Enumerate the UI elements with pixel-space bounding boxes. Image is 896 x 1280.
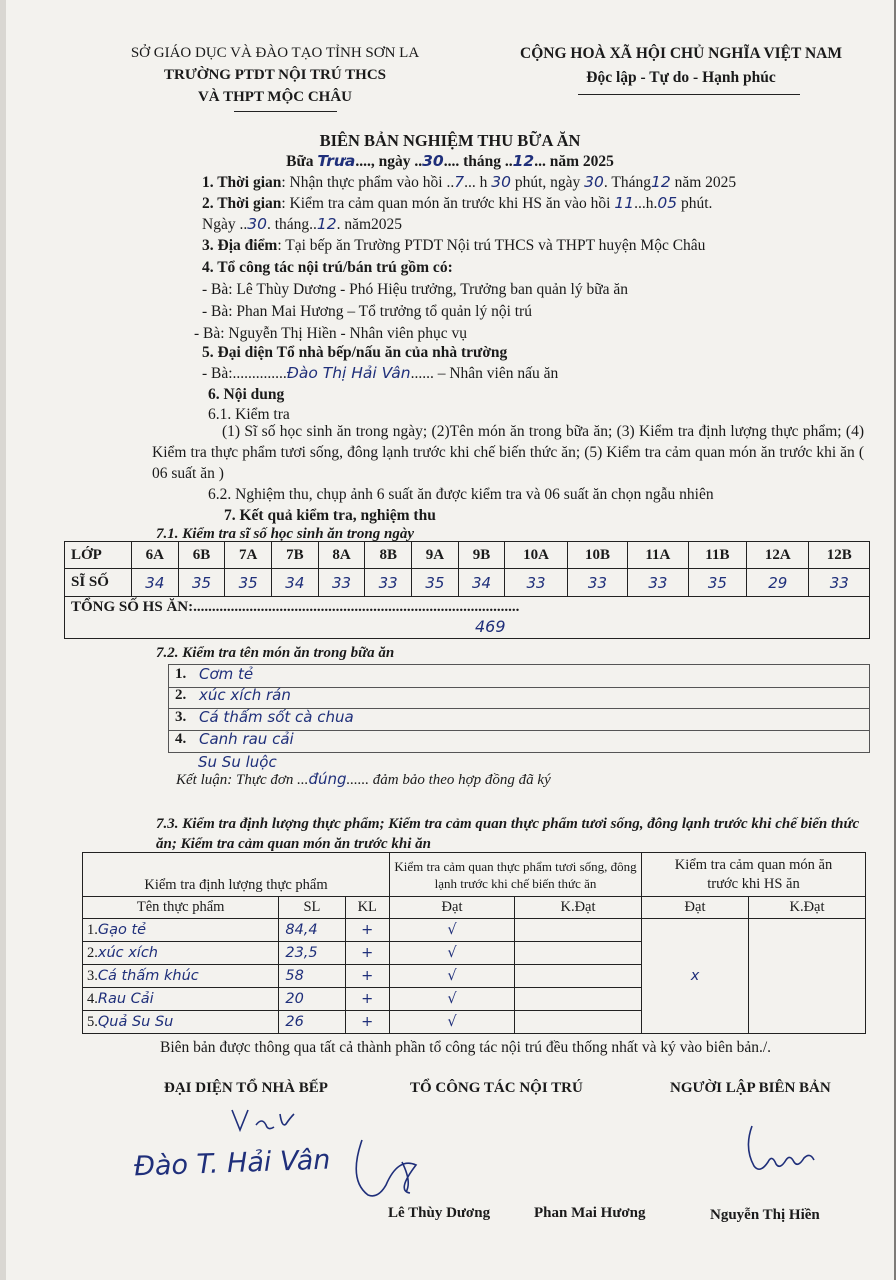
school-name-line2: VÀ THPT MỘC CHÂU xyxy=(197,89,353,105)
extra-dish: Su Su luộc xyxy=(198,753,277,771)
food-name-cell xyxy=(83,1011,279,1034)
kitchen-rep-title: ĐẠI DIỆN TỔ NHÀ BẾP xyxy=(164,1080,328,1096)
class-cell: 8B xyxy=(365,542,412,569)
meal-day: 30 xyxy=(422,152,444,170)
class-cell: 12B xyxy=(809,542,870,569)
class-cell: 12A xyxy=(747,542,809,569)
meal-value: Trưa xyxy=(317,152,356,170)
food-name: Rau Cải xyxy=(97,990,154,1007)
col-dish-pass: Đạt xyxy=(642,897,749,919)
food-quantity: 84,4 xyxy=(279,919,345,942)
food-number: 3. xyxy=(87,967,98,984)
fresh-pass-mark: √ xyxy=(390,919,515,942)
report-maker-title: NGƯỜI LẬP BIÊN BẢN xyxy=(670,1080,831,1096)
kitchen-representative xyxy=(202,363,882,384)
col-dish-fail: K.Đạt xyxy=(749,897,866,919)
dish-name: Canh rau cải xyxy=(199,730,294,748)
meal-date-line xyxy=(6,152,894,171)
food-name-cell xyxy=(83,919,279,942)
count-cell: 35 xyxy=(178,569,225,597)
conclusion-suffix: ...... đảm bảo theo hợp đồng đã ký xyxy=(346,772,551,788)
food-name: Gạo tẻ xyxy=(97,921,147,938)
section-1-text: : Nhận thực phẩm vào hồi .. xyxy=(281,174,455,191)
receive-day: 30 xyxy=(584,173,604,191)
fresh-fail-cell xyxy=(515,919,642,942)
year-label: ... năm 2025 xyxy=(534,153,614,170)
class-cell: 6A xyxy=(132,542,179,569)
section-3-text: : Tại bếp ăn Trường PTDT Nội trú THCS và THPT huyện Mộc Châu xyxy=(277,237,706,254)
total-value: 469 xyxy=(475,617,506,636)
food-weight-mark: + xyxy=(345,965,389,988)
header-right-underline xyxy=(578,94,800,95)
header-left-underline xyxy=(234,111,337,112)
dish-number: 4. xyxy=(175,731,187,747)
department-name: SỞ GIÁO DỤC VÀ ĐÀO TẠO TỈNH SƠN LA xyxy=(130,45,420,61)
col-fresh-fail: K.Đạt xyxy=(515,897,642,919)
meal-month: 12 xyxy=(512,152,535,170)
header-dish-check: Kiểm tra cảm quan món ăn trước khi HS ăn xyxy=(642,853,866,897)
food-quantity: 20 xyxy=(279,988,345,1011)
food-weight-mark: + xyxy=(345,919,389,942)
menu-conclusion xyxy=(176,770,551,789)
count-cell: 34 xyxy=(132,569,179,597)
dish-number: 3. xyxy=(175,709,187,725)
meal-label: Bữa xyxy=(286,153,318,170)
count-row-label: SĨ SỐ xyxy=(65,569,132,597)
class-cell: 11A xyxy=(628,542,688,569)
dish-row xyxy=(168,708,870,731)
header-left xyxy=(110,42,440,108)
maker-signature xyxy=(734,1118,844,1188)
count-cell: 33 xyxy=(809,569,870,597)
section-2-t3: phút. xyxy=(677,195,713,212)
fresh-fail-cell xyxy=(515,942,642,965)
section-6-1-content: (1) Sĩ số học sinh ăn trong ngày; (2)Tên món ăn trong bữa ăn; (3) Kiểm tra định lượng thực phẩm; (4) Kiểm tra thực phẩm tươi sống, đông lạnh trước khi chế biến thức ăn; (5) Kiểm tra cảm quan món ăn trước khi ăn ( 06 suất ăn ) xyxy=(152,423,864,482)
section-3-label: 3. Địa điểm xyxy=(202,237,278,254)
food-name-cell xyxy=(83,942,279,965)
kitchen-rep-role: ...... – Nhân viên nấu ăn xyxy=(410,365,559,382)
food-number: 4. xyxy=(87,990,98,1007)
team-member-1: - Bà: Lê Thùy Dương - Phó Hiệu trưởng, Trưởng ban quản lý bữa ăn xyxy=(202,281,628,298)
signer-name-1: Lê Thùy Dương xyxy=(388,1205,491,1221)
count-cell: 34 xyxy=(458,569,505,597)
class-cell: 7A xyxy=(225,542,272,569)
class-cell: 11B xyxy=(688,542,747,569)
food-number: 2. xyxy=(87,944,98,961)
class-cell: 7B xyxy=(272,542,319,569)
dish-row xyxy=(168,730,870,753)
class-row-label: LỚP xyxy=(65,542,132,569)
dish-name: Cơm tẻ xyxy=(199,665,254,683)
section-1-t3: phút, ngày xyxy=(510,174,585,191)
kitchen-rep-prefix: - Bà:.............. xyxy=(202,365,287,382)
signer-name-3: Nguyễn Thị Hiền xyxy=(710,1207,820,1223)
country-motto: CỘNG HOÀ XÃ HỘI CHỦ NGHĨA VIỆT NAM xyxy=(520,45,842,62)
receive-minute: 30 xyxy=(491,173,511,191)
section-1-label: 1. Thời gian xyxy=(202,174,282,191)
food-weight-mark: + xyxy=(345,988,389,1011)
total-label: TỔNG SỐ HS ĂN:....................................................................................... xyxy=(71,599,520,615)
count-cell: 35 xyxy=(412,569,459,597)
section-2-text: : Kiểm tra cảm quan món ăn trước khi HS ăn vào hồi xyxy=(281,195,615,212)
dish-name: Cá thấm sốt cà chua xyxy=(199,708,354,726)
col-food-name: Tên thực phẩm xyxy=(83,897,279,919)
fresh-fail-cell xyxy=(515,1011,642,1034)
fresh-pass-mark: √ xyxy=(390,988,515,1011)
dish-number: 2. xyxy=(175,687,187,703)
section-2-year-label: . năm2025 xyxy=(336,216,403,233)
fresh-fail-cell xyxy=(515,965,642,988)
section-2-day-label: Ngày .. xyxy=(202,216,248,233)
food-name: Cá thấm khúc xyxy=(97,967,199,984)
count-cell: 34 xyxy=(272,569,319,597)
kitchen-rep-name-signed: Đào T. Hải Vân xyxy=(133,1144,331,1183)
section-2-month-label: . tháng.. xyxy=(266,216,317,233)
dish-fail-cell xyxy=(749,919,866,1034)
conclusion-value: đúng xyxy=(308,770,347,788)
food-name-cell xyxy=(83,965,279,988)
header-quantity-check: Kiểm tra định lượng thực phẩm xyxy=(83,853,390,897)
count-cell: 33 xyxy=(567,569,627,597)
count-cell: 35 xyxy=(225,569,272,597)
count-cell: 29 xyxy=(747,569,809,597)
check-month: 12 xyxy=(316,215,337,233)
col-fresh-pass: Đạt xyxy=(390,897,515,919)
section-1 xyxy=(202,172,882,193)
col-quantity: SL xyxy=(279,897,345,919)
maker-signature-mark xyxy=(734,1118,844,1188)
section-4-label: 4. Tổ công tác nội trú/bán trú gồm có: xyxy=(202,259,453,276)
section-7-1-title: 7.1. Kiểm tra sĩ số học sinh ăn trong ngày xyxy=(156,526,414,542)
count-row xyxy=(65,569,870,597)
slogan: Độc lập - Tự do - Hạnh phúc xyxy=(586,69,776,86)
food-quantity: 23,5 xyxy=(279,942,345,965)
section-5-label: 5. Đại diện Tổ nhà bếp/nấu ăn của nhà trường xyxy=(202,344,508,361)
class-cell: 10A xyxy=(505,542,567,569)
section-6-label: 6. Nội dung xyxy=(208,386,285,403)
dish-name: xúc xích rán xyxy=(199,686,291,704)
food-name: Quả Su Su xyxy=(97,1013,174,1030)
header-right xyxy=(486,42,876,90)
section-6-2: 6.2. Nghiệm thu, chụp ảnh 6 suất ăn được kiểm tra và 06 suất ăn chọn ngẫu nhiên xyxy=(208,486,714,503)
dish-row xyxy=(168,664,870,688)
receive-month: 12 xyxy=(650,173,671,191)
food-header-row-2 xyxy=(83,897,866,919)
class-cell: 8A xyxy=(318,542,365,569)
section-3 xyxy=(202,235,882,256)
month-label: .... tháng .. xyxy=(443,153,513,170)
food-header-row-1 xyxy=(83,853,866,897)
col-weight: KL xyxy=(345,897,389,919)
count-cell: 33 xyxy=(505,569,567,597)
team-member-2: - Bà: Phan Mai Hương – Tổ trưởng tổ quản lý nội trú xyxy=(202,303,532,320)
kitchen-signature xyxy=(132,1100,532,1210)
dish-pass-mark: x xyxy=(642,919,749,1034)
fresh-fail-cell xyxy=(515,988,642,1011)
fresh-pass-mark: √ xyxy=(390,965,515,988)
document-title: BIÊN BẢN NGHIỆM THU BỮA ĂN xyxy=(319,131,581,150)
receive-hour: 7 xyxy=(454,173,465,191)
class-count-table xyxy=(64,541,870,639)
count-cell: 33 xyxy=(628,569,688,597)
check-hour: 11 xyxy=(614,194,635,212)
food-check-table xyxy=(82,852,866,1034)
conclusion-prefix: Kết luận: Thực đơn ... xyxy=(176,772,309,788)
food-number: 1. xyxy=(87,921,98,938)
dish-number: 1. xyxy=(175,666,187,682)
dish-row xyxy=(168,686,870,709)
total-row xyxy=(65,597,870,639)
boarding-team-title: TỔ CÔNG TÁC NỘI TRÚ xyxy=(410,1080,583,1096)
section-2-date xyxy=(202,214,882,235)
food-name: xúc xích xyxy=(97,944,158,961)
section-6-1: 6.1. Kiểm tra xyxy=(208,406,290,423)
food-name-cell xyxy=(83,988,279,1011)
class-row xyxy=(65,542,870,569)
class-cell: 6B xyxy=(178,542,225,569)
section-1-t4: . Tháng xyxy=(603,174,651,191)
count-cell: 33 xyxy=(318,569,365,597)
total-cell xyxy=(65,597,870,639)
count-cell: 35 xyxy=(688,569,747,597)
team-member-3: - Bà: Nguyễn Thị Hiền - Nhân viên phục vụ xyxy=(194,325,468,342)
class-cell: 10B xyxy=(567,542,627,569)
food-weight-mark: + xyxy=(345,942,389,965)
kitchen-rep-name: Đào Thị Hải Vân xyxy=(286,364,411,382)
document-page xyxy=(6,0,894,1280)
class-cell: 9A xyxy=(412,542,459,569)
fresh-pass-mark: √ xyxy=(390,942,515,965)
section-1-t5: năm 2025 xyxy=(670,174,737,191)
check-minute: 05 xyxy=(657,194,678,212)
food-number: 5. xyxy=(87,1013,98,1030)
section-7-2-title: 7.2. Kiểm tra tên món ăn trong bữa ăn xyxy=(156,645,395,661)
check-day: 30 xyxy=(247,215,267,233)
count-cell: 33 xyxy=(365,569,412,597)
signer-name-2: Phan Mai Hương xyxy=(534,1205,646,1221)
school-name-line1: TRƯỜNG PTDT NỘI TRÚ THCS xyxy=(164,67,386,83)
fresh-pass-mark: √ xyxy=(390,1011,515,1034)
class-cell: 9B xyxy=(458,542,505,569)
food-weight-mark: + xyxy=(345,1011,389,1034)
food-row xyxy=(83,919,866,942)
food-quantity: 26 xyxy=(279,1011,345,1034)
day-label: ...., ngày .. xyxy=(355,153,423,170)
section-2-t2: ...h. xyxy=(634,195,658,212)
section-1-t2: ... h xyxy=(464,174,492,191)
section-7-3-title: 7.3. Kiểm tra định lượng thực phẩm; Kiểm tra cảm quan thực phẩm tươi sống, đông lạnh trước khi chế biến thức ăn; Kiểm tra cảm quan món ăn trước khi ăn xyxy=(156,816,860,852)
section-7-label: 7. Kết quả kiểm tra, nghiệm thu xyxy=(224,507,436,524)
food-quantity: 58 xyxy=(279,965,345,988)
section-2-label: 2. Thời gian xyxy=(202,195,282,212)
header-fresh-food-check: Kiểm tra cảm quan thực phẩm tươi sống, đông lạnh trước khi chế biến thức ăn xyxy=(390,853,642,897)
closing-statement: Biên bản được thông qua tất cả thành phần tổ công tác nội trú đều thống nhất và ký vào biên bản./. xyxy=(160,1039,772,1056)
section-2 xyxy=(202,193,882,214)
